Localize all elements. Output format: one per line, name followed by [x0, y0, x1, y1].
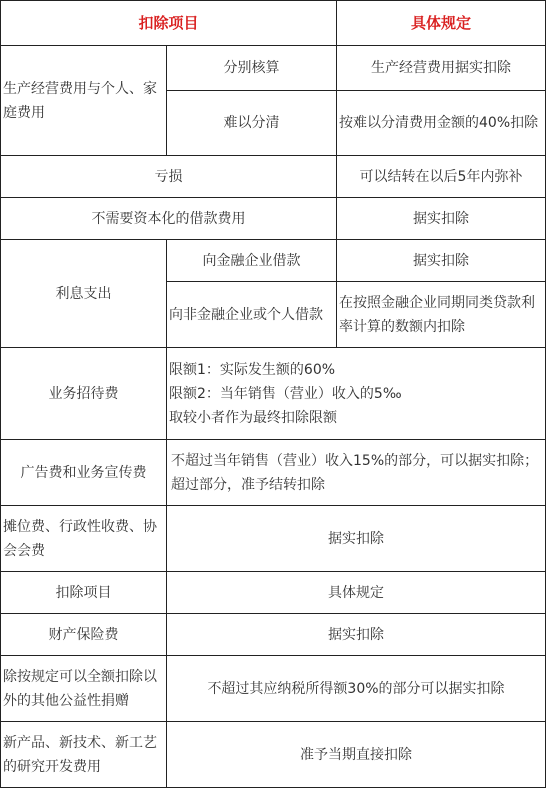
interest-item: 利息支出	[1, 240, 167, 348]
loss-rule: 可以结转在以后5年内弥补	[337, 156, 546, 198]
interest-financial-rule: 据实扣除	[337, 240, 546, 282]
entertainment-limit2: 限额2：当年销售（营业）收入的5‰	[169, 385, 402, 402]
donation-rule: 不超过其应纳税所得额30%的部分可以据实扣除	[167, 656, 546, 722]
header-deduction-item: 扣除项目	[1, 1, 337, 46]
stall-item: 摊位费、行政性收费、协会会费	[1, 506, 167, 572]
insurance-rule: 据实扣除	[167, 614, 546, 656]
table-row	[1, 156, 546, 198]
table-header-row	[1, 1, 546, 46]
table-row	[1, 722, 546, 788]
interest-financial-label: 向金融企业借款	[167, 240, 337, 282]
advertising-item: 广告费和业务宣传费	[1, 440, 167, 506]
production-separate-rule: 生产经营费用据实扣除	[337, 46, 546, 91]
repeat-header-rule: 具体规定	[167, 572, 546, 614]
production-item: 生产经营费用与个人、家庭费用	[1, 46, 167, 156]
interest-nonfinancial-label: 向非金融企业或个人借款	[167, 282, 337, 348]
table-row	[1, 198, 546, 240]
donation-item: 除按规定可以全额扣除以外的其他公益性捐赠	[1, 656, 167, 722]
table-row	[1, 240, 546, 282]
repeat-header-item: 扣除项目	[1, 572, 167, 614]
production-unclear-label: 难以分清	[167, 91, 337, 156]
advertising-rule: 不超过当年销售（营业）收入15%的部分，可以据实扣除；超过部分，准予结转扣除	[167, 440, 546, 506]
table-row	[1, 656, 546, 722]
borrowing-rule: 据实扣除	[337, 198, 546, 240]
rnd-item: 新产品、新技术、新工艺的研究开发费用	[1, 722, 167, 788]
header-specific-rule: 具体规定	[337, 1, 546, 46]
table-row	[1, 614, 546, 656]
entertainment-rule	[167, 348, 546, 440]
production-separate-label: 分别核算	[167, 46, 337, 91]
entertainment-item: 业务招待费	[1, 348, 167, 440]
table-row	[1, 506, 546, 572]
production-unclear-rule: 按难以分清费用金额的40%扣除	[337, 91, 546, 156]
borrowing-item: 不需要资本化的借款费用	[1, 198, 337, 240]
entertainment-limit1: 限额1：实际发生额的60%	[169, 361, 336, 378]
table-row	[1, 46, 546, 91]
stall-rule: 据实扣除	[167, 506, 546, 572]
loss-item: 亏损	[1, 156, 337, 198]
entertainment-final: 取较小者作为最终扣除限额	[169, 409, 337, 426]
interest-nonfinancial-rule: 在按照金融企业同期同类贷款利率计算的数额内扣除	[337, 282, 546, 348]
table-row	[1, 572, 546, 614]
table-row	[1, 348, 546, 440]
rnd-rule: 准予当期直接扣除	[167, 722, 546, 788]
insurance-item: 财产保险费	[1, 614, 167, 656]
table-row	[1, 440, 546, 506]
